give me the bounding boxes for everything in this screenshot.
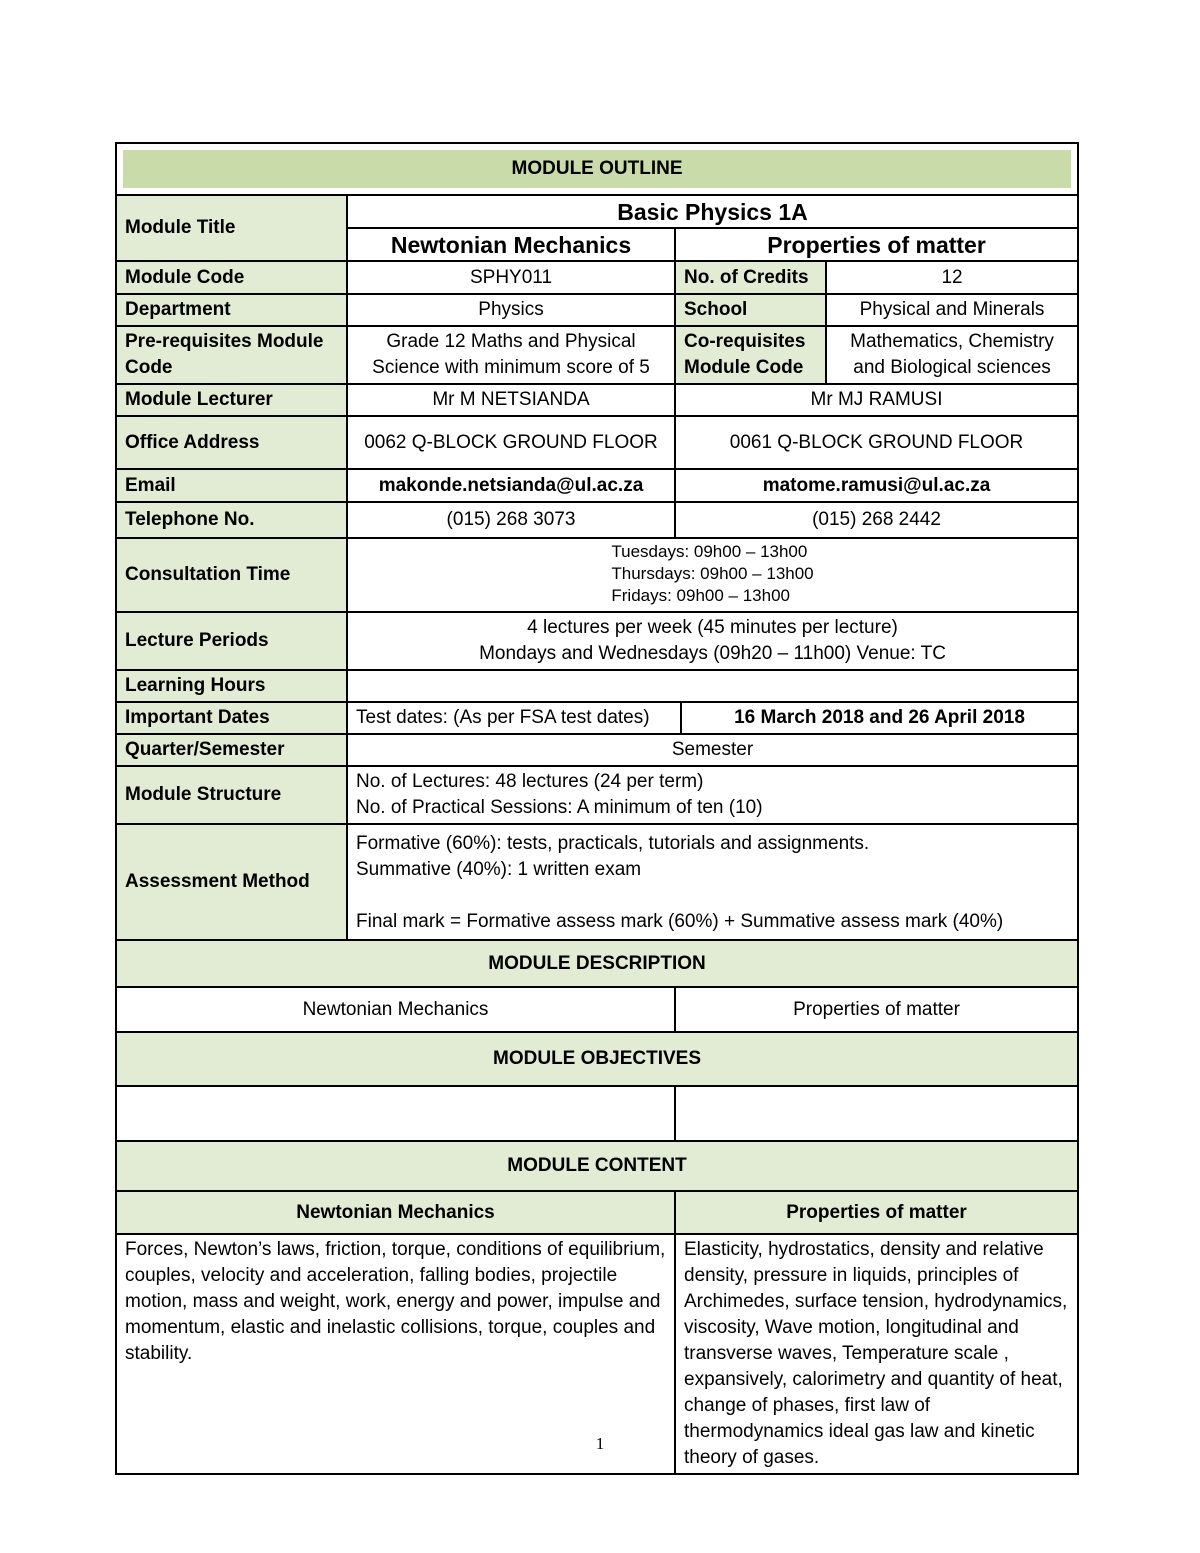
description-newtonian-mechanics: Newtonian Mechanics [116,987,675,1032]
department-value: Physics [347,294,675,326]
module-objectives-header: MODULE OBJECTIVES [116,1032,1078,1086]
quarter-semester-value: Semester [347,734,1078,766]
credits-label: No. of Credits [675,261,826,294]
email-1[interactable]: makonde.netsianda@ul.ac.za [347,469,675,502]
office-address-label: Office Address [116,416,347,469]
content-newtonian-mechanics-title: Newtonian Mechanics [116,1191,675,1234]
office-address-1: 0062 Q-BLOCK GROUND FLOOR [347,416,675,469]
lecture-periods-label: Lecture Periods [116,612,347,670]
module-structure-label: Module Structure [116,766,347,824]
consultation-time-cell [347,538,1078,612]
assessment-formative: Formative (60%): tests, practicals, tutorials and assignments. [356,833,870,854]
telephone-2: (015) 268 2442 [675,502,1078,538]
lecture-periods-cell [347,612,1078,670]
module-content-header: MODULE CONTENT [116,1141,1078,1191]
email-2[interactable]: matome.ramusi@ul.ac.za [675,469,1078,502]
learning-hours-label: Learning Hours [116,670,347,702]
assessment-summative: Summative (40%): 1 written exam [356,859,642,880]
assessment-method-cell [347,824,1078,940]
consultation-time-list [611,541,813,607]
school-label: School [675,294,826,326]
credits-value: 12 [826,261,1078,294]
assessment-final-mark: Final mark = Formative assess mark (60%) + Summative assess mark (40%) [356,911,1004,932]
consultation-thursday: Thursdays: 09h00 – 13h00 [611,564,814,583]
assessment-method-label: Assessment Method [116,824,347,940]
module-outline-header: MODULE OUTLINE [123,150,1071,188]
objectives-left-cell [116,1086,675,1141]
assessment-spacer [356,883,1069,909]
page-number: 1 [595,1434,605,1453]
prerequisites-label: Pre-requisites Module Code [116,326,347,384]
lecture-periods-line-2: Mondays and Wednesdays (09h20 – 11h00) Venue: TC [479,643,946,664]
email-label: Email [116,469,347,502]
corequisites-label: Co-requisites Module Code [675,326,826,384]
module-outline-table [115,142,1079,1475]
important-dates-label: Important Dates [116,702,347,734]
module-lecturer-label: Module Lecturer [116,384,347,416]
prerequisites-value: Grade 12 Maths and Physical Science with minimum score of 5 [347,326,675,384]
lecturer-1: Mr M NETSIANDA [347,384,675,416]
module-code-label: Module Code [116,261,347,294]
department-label: Department [116,294,347,326]
module-structure-cell [347,766,1078,824]
module-outline-header-cell [116,143,1078,195]
content-newtonian-mechanics-text: Forces, Newton’s laws, friction, torque, conditions of equilibrium, couples, velocity and acceleration, falling bodies, projectile motion, mass and weight, work, energy and power, impulse and momentum, elastic and inelastic collisions, torque, couples and stability. [116,1234,675,1474]
subtitle-properties-of-matter: Properties of matter [675,228,1078,261]
lecture-periods-line-1: 4 lectures per week (45 minutes per lecture) [527,617,898,638]
module-title: Basic Physics 1A [347,195,1078,228]
module-description-header: MODULE DESCRIPTION [116,940,1078,987]
consultation-tuesday: Tuesdays: 09h00 – 13h00 [611,542,808,561]
telephone-1: (015) 268 3073 [347,502,675,538]
module-structure-practicals: No. of Practical Sessions: A minimum of ten (10) [356,797,763,818]
corequisites-value: Mathematics, Chemistry and Biological sciences [826,326,1078,384]
test-dates-value: 16 March 2018 and 26 April 2018 [681,702,1078,734]
consultation-time-label: Consultation Time [116,538,347,612]
content-properties-of-matter-text: Elasticity, hydrostatics, density and relative density, pressure in liquids, principles of Archimedes, surface tension, hydrodynamics, viscosity, Wave motion, longitudinal and transverse waves, Temperature scale , expansively, calorimetry and quantity of heat, change of phases, first law of thermodynamics ideal gas law and kinetic theory of gases. [675,1234,1078,1474]
school-value: Physical and Minerals [826,294,1078,326]
test-dates-label: Test dates: (As per FSA test dates) [347,702,681,734]
consultation-friday: Fridays: 09h00 – 13h00 [611,586,790,605]
module-code-value: SPHY011 [347,261,675,294]
telephone-label: Telephone No. [116,502,347,538]
subtitle-newtonian-mechanics: Newtonian Mechanics [347,228,675,261]
description-properties-of-matter: Properties of matter [675,987,1078,1032]
quarter-semester-label: Quarter/Semester [116,734,347,766]
content-properties-of-matter-title: Properties of matter [675,1191,1078,1234]
module-title-label: Module Title [116,195,347,261]
learning-hours-value [347,670,1078,702]
objectives-right-cell [675,1086,1078,1141]
office-address-2: 0061 Q-BLOCK GROUND FLOOR [675,416,1078,469]
lecturer-2: Mr MJ RAMUSI [675,384,1078,416]
module-structure-lectures: No. of Lectures: 48 lectures (24 per term) [356,771,704,792]
